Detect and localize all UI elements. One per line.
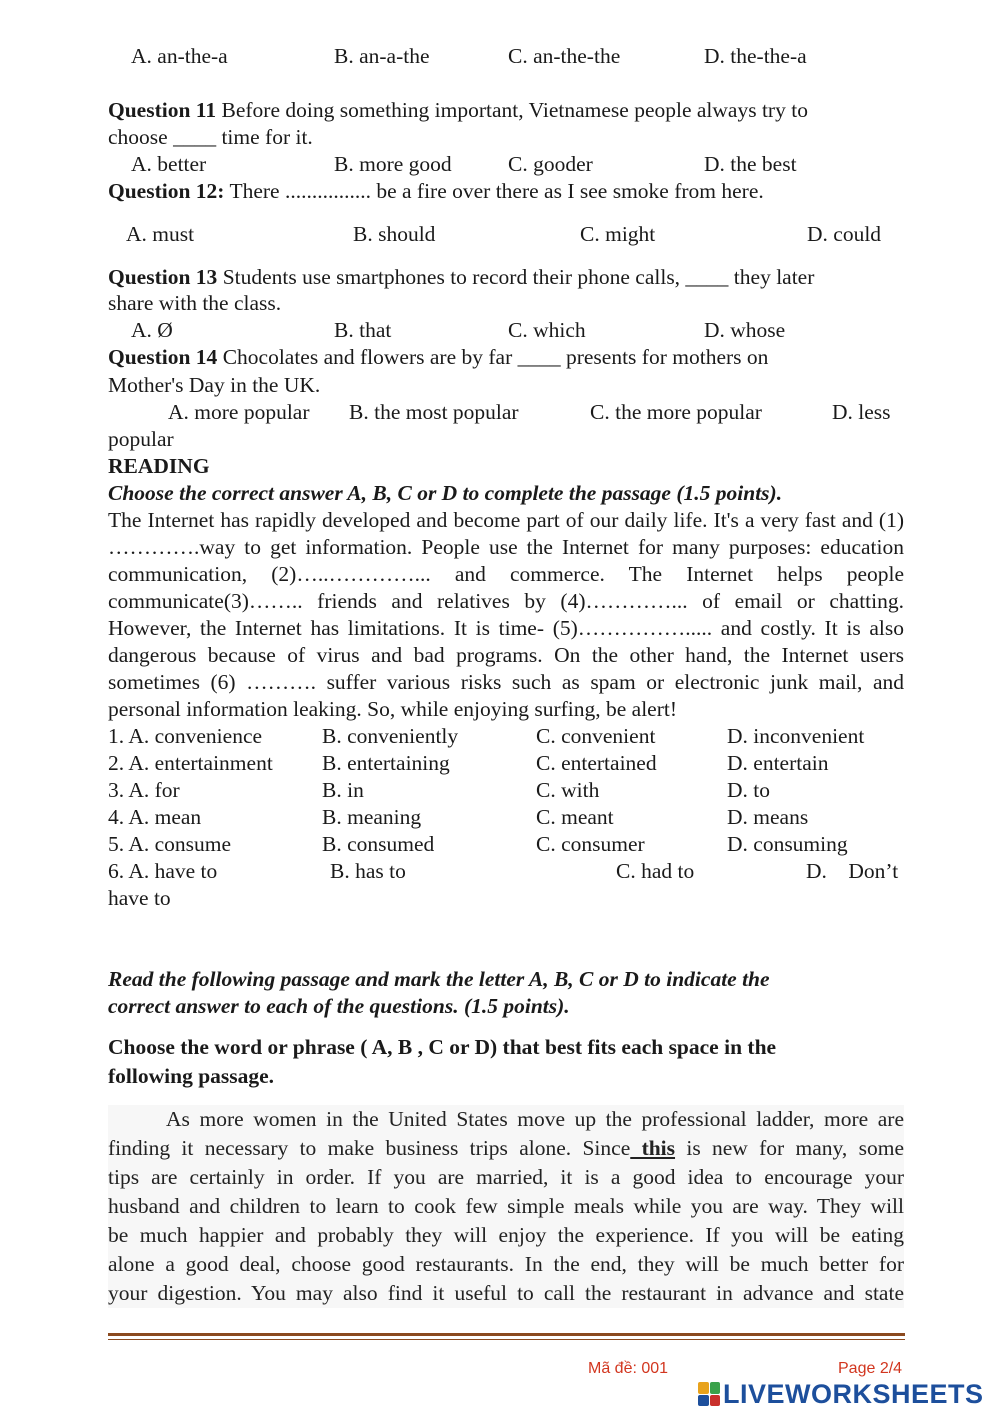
underlined-this: this (630, 1136, 676, 1160)
passage-line-5: be much happier and probably they will enjoy the experience. If you will be eating (108, 1221, 904, 1250)
r6-option-c[interactable]: C. had to (616, 859, 695, 883)
r2-option-b[interactable]: B. entertaining (322, 751, 450, 775)
r3-option-a[interactable]: 3. A. for (108, 778, 180, 802)
r1-option-b[interactable]: B. conveniently (322, 724, 459, 748)
q11-option-b[interactable]: B. more good (334, 152, 452, 176)
q10-option-c[interactable]: C. an-the-the (508, 44, 621, 68)
r5-option-b[interactable]: B. consumed (322, 832, 435, 856)
r1-option-c[interactable]: C. convenient (536, 724, 656, 748)
r6-option-b[interactable]: B. has to (330, 859, 406, 883)
q14-option-a[interactable]: A. more popular (168, 400, 310, 424)
q13-label: Question 13 (108, 265, 218, 289)
r2-option-d[interactable]: D. entertain (727, 751, 829, 775)
r1-option-a[interactable]: 1. A. convenience (108, 724, 263, 748)
reading-passage: The Internet has rapidly developed and become part of our daily life. It's a very fast and (1) ………….way to get information. People use the Internet for many purposes: education communication, (2)…..…………... and commerce. The Internet helps people communicate(3)…….. friends and relatives by (4)…………... of email or chatting. However, the Internet has limitations. It is time- (5)……………..... and costly. It is also dangerous because of virus and bad programs. On the other hand, the Internet users sometimes (6) ………. suffer various risks such as spam or electronic junk mail, and personal information leaking. So, while enjoying surfing, be alert! (108, 508, 904, 721)
r1-option-d[interactable]: D. inconvenient (727, 724, 865, 748)
r4-option-a[interactable]: 4. A. mean (108, 805, 202, 829)
q12-stem (108, 178, 764, 205)
passage-line-1: As more women in the United States move up the professional ladder, more are (108, 1105, 904, 1134)
q13-stem-line2: share with the class. (108, 291, 282, 315)
q12-label: Question 12: (108, 179, 225, 203)
r3-option-c[interactable]: C. with (536, 778, 600, 802)
q14-text1: Chocolates and flowers are by far ____ presents for mothers on (217, 345, 769, 369)
q11-stem-line1 (108, 97, 808, 124)
q12-text: There ................ be a fire over there as I see smoke from here. (224, 179, 764, 203)
page-number: Page 2/4 (838, 1360, 903, 1377)
q11-option-a[interactable]: A. better (131, 152, 207, 176)
q11-text1: Before doing something important, Vietnamese people always try to (216, 98, 808, 122)
r6-option-a[interactable]: 6. A. have to (108, 859, 218, 883)
r6-option-d[interactable]: D. Don’t (806, 859, 899, 883)
r6-option-d-continued: have to (108, 886, 171, 910)
q13-option-c[interactable]: C. which (508, 318, 586, 342)
liveworksheets-logo[interactable] (698, 1378, 984, 1410)
passage-line-7: your digestion. You may also find it useful to call the restaurant in advance and state (108, 1279, 904, 1308)
r3-option-d[interactable]: D. to (727, 778, 770, 802)
passage-line-2 (108, 1134, 904, 1163)
passage-line-2-start: finding it necessary to make business trips alone. Since (108, 1136, 631, 1160)
q13-option-a[interactable]: A. Ø (131, 318, 173, 342)
r5-option-c[interactable]: C. consumer (536, 832, 645, 856)
q14-stem-line1 (108, 344, 768, 371)
section2-sub-line2: following passage. (108, 1064, 275, 1088)
q10-option-b[interactable]: B. an-a-the (334, 44, 430, 68)
passage-line-4: husband and children to learn to cook few simple meals while you are way. They will (108, 1192, 904, 1221)
r5-option-a[interactable]: 5. A. consume (108, 832, 232, 856)
q13-option-d[interactable]: D. whose (704, 318, 786, 342)
liveworksheets-logo-text: LIVEWORKSHEETS (723, 1378, 984, 1409)
q11-stem-line2: choose ____ time for it. (108, 125, 313, 149)
q11-option-c[interactable]: C. gooder (508, 152, 593, 176)
q12-option-b[interactable]: B. should (353, 222, 436, 246)
r4-option-d[interactable]: D. means (727, 805, 809, 829)
exam-code: Mã đề: 001 (588, 1360, 669, 1377)
q14-option-b[interactable]: B. the most popular (349, 400, 519, 424)
section2-instruction-line1: Read the following passage and mark the letter A, B, C or D to indicate the (108, 967, 770, 991)
q14-option-c[interactable]: C. the more popular (590, 400, 762, 424)
footer-rule-thick (108, 1333, 905, 1336)
section2-sub-line1: Choose the word or phrase ( A, B , C or D) that best fits each space in the (108, 1035, 777, 1059)
r4-option-b[interactable]: B. meaning (322, 805, 422, 829)
q14-stem-line2: Mother's Day in the UK. (108, 373, 321, 397)
q14-label: Question 14 (108, 345, 218, 369)
q13-stem-line1 (108, 264, 814, 291)
r2-option-a[interactable]: 2. A. entertainment (108, 751, 273, 775)
reading-instruction: Choose the correct answer A, B, C or D to complete the passage (1.5 points). (108, 481, 783, 505)
q12-option-d[interactable]: D. could (807, 222, 882, 246)
q11-label: Question 11 (108, 98, 217, 122)
section2-instruction-line2: correct answer to each of the questions. (1.5 points). (108, 994, 570, 1018)
q14-option-d[interactable]: D. less (832, 400, 891, 424)
q10-option-a[interactable]: A. an-the-a (131, 44, 228, 68)
passage-line-3: tips are certainly in order. If you are married, it is a good idea to encourage your (108, 1163, 904, 1192)
r2-option-c[interactable]: C. entertained (536, 751, 657, 775)
q13-option-b[interactable]: B. that (334, 318, 392, 342)
section2-passage (108, 1105, 904, 1308)
q12-option-c[interactable]: C. might (580, 222, 656, 246)
footer-rule-thin (108, 1339, 905, 1340)
passage-line-2-end: is new for many, some (675, 1136, 904, 1160)
q14-option-d-continued: popular (108, 427, 174, 451)
q11-option-d[interactable]: D. the best (704, 152, 797, 176)
q12-option-a[interactable]: A. must (126, 222, 195, 246)
r5-option-d[interactable]: D. consuming (727, 832, 848, 856)
reading-heading: READING (108, 454, 210, 478)
passage-line-6: alone a good deal, choose good restaurants. In the end, they will be much better for (108, 1250, 904, 1279)
liveworksheets-logo-icon (698, 1382, 720, 1406)
q10-option-d[interactable]: D. the-the-a (704, 44, 807, 68)
r3-option-b[interactable]: B. in (322, 778, 364, 802)
r4-option-c[interactable]: C. meant (536, 805, 614, 829)
q13-text1: Students use smartphones to record their phone calls, ____ they later (217, 265, 815, 289)
